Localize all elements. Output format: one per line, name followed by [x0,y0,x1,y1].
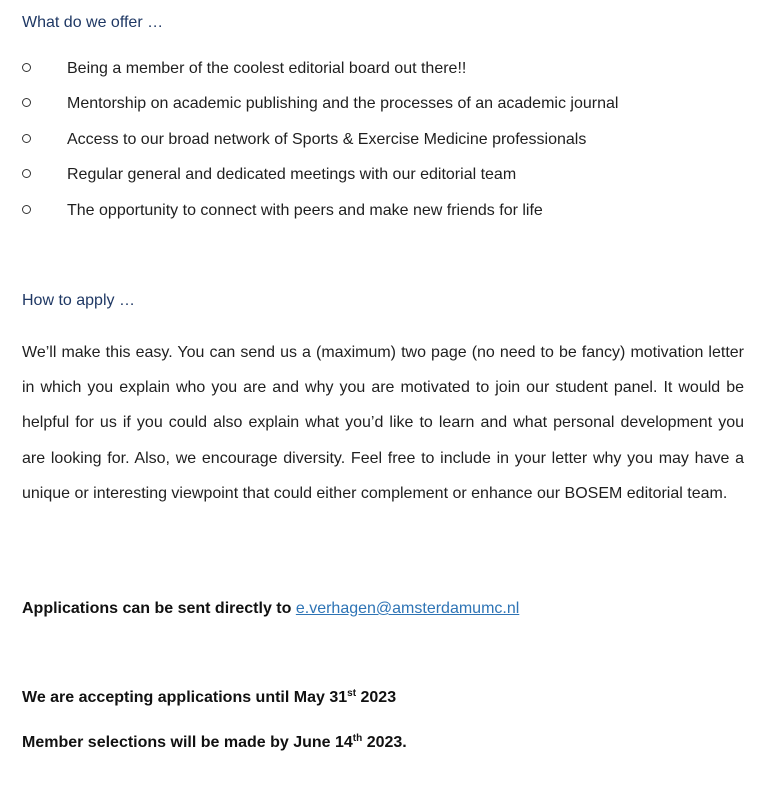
list-item [22,129,746,164]
deadline-year: 2023 [356,689,397,706]
list-item-text: Being a member of the coolest editorial board out there!! [67,60,467,77]
selection-year: 2023. [362,734,407,751]
list-item-text: Access to our broad network of Sports & Exercise Medicine professionals [67,130,587,148]
applications-line [22,600,519,618]
circle-bullet-icon [22,63,31,72]
applications-prefix: Applications can be sent directly to [22,600,292,617]
circle-bullet-icon [22,205,31,214]
selection-prefix: Member selections will be made by June 14 [22,734,353,751]
deadline-prefix: We are accepting applications until May 31 [22,689,348,706]
list-item [22,58,746,93]
apply-paragraph: We’ll make this easy. You can send us a (maximum) two page (no need to be fancy) motivation letter in which you explain who you are and why you are motivated to join our student panel. It would be helpful for us if you could also explain what you’d like to learn and what personal development you are looking for. Also, we encourage diversity. Feel free to include in your letter why you may have a unique or interesting viewpoint that could either complement or enhance our BOSEM editorial team. [22,344,744,502]
offer-heading: What do we offer … [22,14,164,31]
list-item-text: The opportunity to connect with peers and make new friends for life [67,201,543,219]
deadline-ordinal: st [347,688,357,699]
circle-bullet-icon [22,169,31,178]
list-item [22,164,746,199]
list-item-text: Mentorship on academic publishing and the processes of an academic journal [67,95,619,113]
list-item-text: Regular general and dedicated meetings with our editorial team [67,166,517,184]
deadline-line [22,689,396,707]
selection-ordinal: th [352,733,363,744]
offer-list [22,58,746,235]
selection-line [22,734,407,752]
email-link[interactable]: e.verhagen@amsterdamumc.nl [295,600,520,617]
circle-bullet-icon [22,98,31,107]
list-item [22,200,746,235]
circle-bullet-icon [22,134,31,143]
list-item [22,93,746,128]
apply-heading: How to apply … [22,292,135,309]
